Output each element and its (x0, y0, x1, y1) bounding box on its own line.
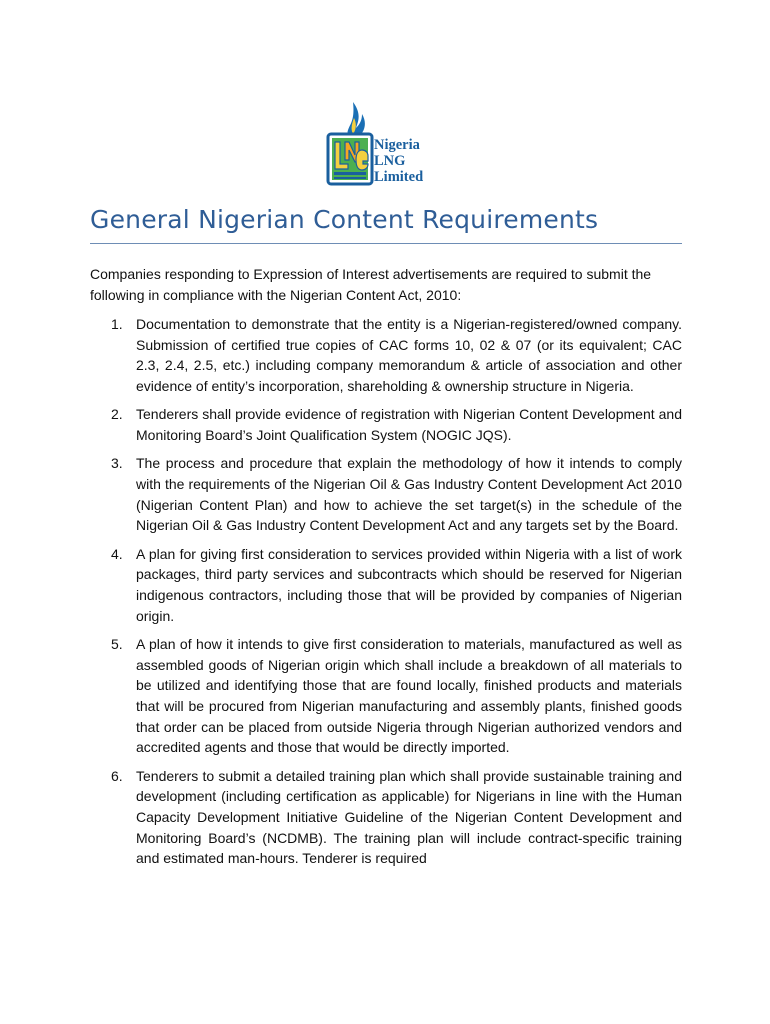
list-item-number: 2. (111, 406, 123, 423)
list-item (90, 314, 682, 397)
intro-paragraph: Companies responding to Expression of Interest advertisements are required to submit the following in compliance with the Nigerian Content Act, 2010: (90, 266, 652, 303)
list-item-text: Tenderers to submit a detailed training plan which shall provide sustainable training and development (including certification as applicable) for Nigerians in line with the Human Capacity Development Initiative Guideline of the Nigerian Content Development and Monitoring Board’s (NCDMB). The training plan will include contract-specific training and estimated man-hours. Tenderer is required (136, 767, 682, 867)
list-item-text: Tenderers shall provide evidence of registration with Nigerian Content Development and Monitoring Board’s Joint Qualification System (NOGIC JQS). (136, 406, 682, 444)
list-item-text: Documentation to demonstrate that the entity is a Nigerian-registered/owned company. Submission of certified true copies of CAC forms 10, 02 & 07 (or its equivalent; CAC 2.3, 2.4, 2.5, etc.) including company memorandum & article of association and other evidence of entity’s incorporation, shareholding & ownership structure in Nigeria. (136, 316, 682, 395)
list-item-text: A plan for giving first consideration to services provided within Nigeria with a list of work packages, third party services and subcontracts which should be reserved for Nigerian indigenous contractors, including those that will be provided by companies of Nigerian origin. (136, 545, 682, 624)
logo-text-nigeria: Nigeria (374, 137, 420, 153)
list-item (90, 634, 682, 758)
document-title: General Nigerian Content Requirements (90, 205, 599, 234)
list-item-number: 4. (111, 545, 123, 562)
list-item-number: 5. (111, 635, 123, 652)
company-logo (326, 100, 456, 192)
list-item (90, 544, 682, 627)
list-item (90, 404, 682, 445)
logo-text-limited: Limited (374, 169, 424, 185)
list-item-number: 3. (111, 455, 123, 472)
lng-logo-mark-icon (326, 100, 374, 192)
requirements-list (90, 314, 682, 877)
title-underline (90, 243, 682, 244)
list-item-number: 1. (111, 316, 123, 332)
list-item (90, 766, 682, 870)
list-item-number: 6. (111, 767, 123, 784)
list-item-text: The process and procedure that explain the methodology of how it intends to comply with the requirements of the Nigerian Oil & Gas Industry Content Development Act 2010 (Nigerian Content Plan) and how to achieve the set target(s) in the schedule of the Nigerian Oil & Gas Industry Content Development Act and any targets set by the Board. (136, 455, 682, 534)
logo-text-lng: LNG (374, 153, 406, 169)
list-item-text: A plan of how it intends to give first consideration to materials, manufactured as well as assembled goods of Nigerian origin which shall include a breakdown of all materials to be utilized and identifying those that are found locally, finished products and materials that will be procured from Nigerian manufacturing and assembly plants, finished goods that order can be placed from outside Nigeria through Nigerian authorized vendors and accredited agents and those that would be directly imported. (136, 635, 682, 756)
list-item (90, 453, 682, 536)
